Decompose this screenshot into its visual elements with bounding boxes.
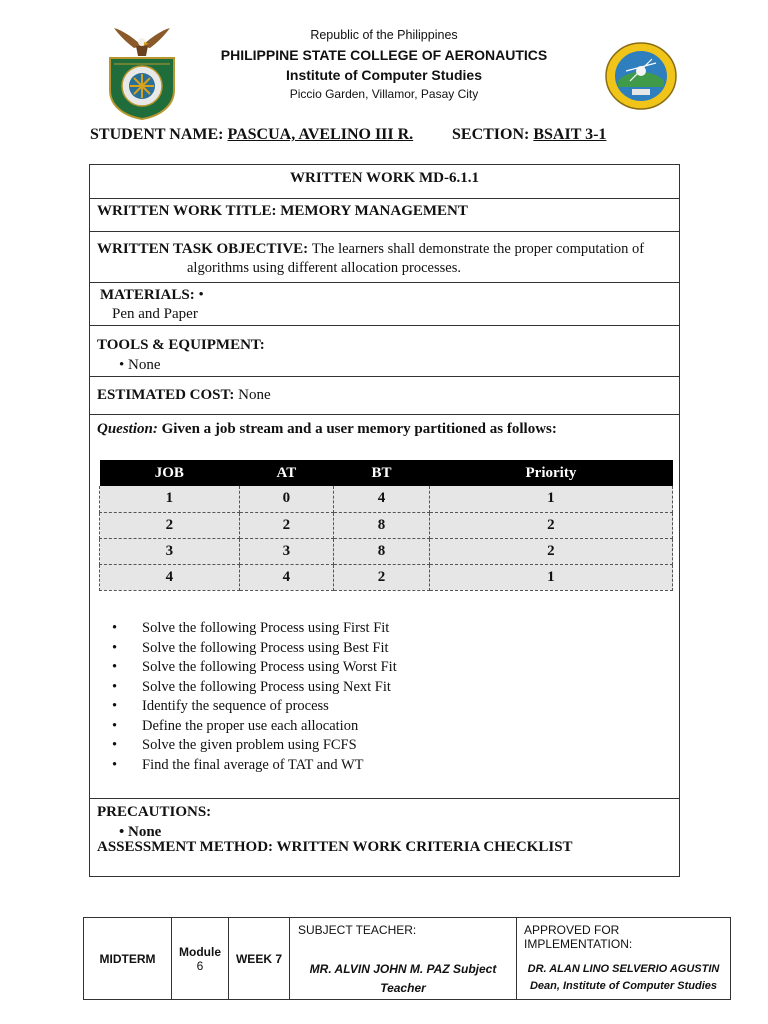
question-text: Given a job stream and a user memory partitioned as follows:	[161, 421, 557, 437]
header-at: AT	[239, 460, 333, 486]
task-list	[112, 619, 397, 775]
tools-row	[90, 326, 679, 377]
module-value: 6	[196, 958, 204, 973]
student-name-value: PASCUA, AVELINO III R.	[227, 126, 414, 143]
materials-label: MATERIALS:	[100, 287, 195, 303]
module-label: Module	[179, 944, 221, 959]
cost-value: None	[238, 387, 271, 403]
list-item: • Solve the following Process using First Fit	[112, 619, 397, 639]
approver-block	[517, 961, 730, 995]
student-line	[90, 126, 690, 144]
cell: 2	[100, 512, 240, 538]
tools-label: TOOLS & EQUIPMENT:	[97, 337, 265, 353]
list-item: • Find the final average of TAT and WT	[112, 756, 397, 776]
cell: 8	[334, 512, 430, 538]
institute-name: Institute of Computer Studies	[286, 67, 482, 83]
cost-label: ESTIMATED COST:	[97, 387, 235, 403]
term-cell: MIDTERM	[84, 918, 172, 1000]
cell: 4	[334, 486, 430, 512]
header-bt: BT	[334, 460, 430, 486]
list-item: • Solve the given problem using FCFS	[112, 736, 397, 756]
footer-table	[83, 917, 731, 1000]
subject-teacher-name: MR. ALVIN JOHN M. PAZ Subject Teacher	[309, 962, 497, 995]
cell: 1	[100, 486, 240, 512]
approver-name: DR. ALAN LINO SELVERIO AGUSTIN	[527, 963, 720, 975]
address-line: Piccio Garden, Villamor, Pasay City	[289, 87, 479, 101]
cell: 0	[239, 486, 333, 512]
objective-line1: The learners shall demonstrate the proper computation of	[311, 241, 645, 257]
cell: 2	[429, 512, 672, 538]
cell: 1	[429, 564, 672, 590]
tools-value: • None	[119, 357, 161, 373]
precautions-row	[90, 799, 679, 841]
written-work-form	[89, 164, 680, 877]
list-item: • Identify the sequence of process	[112, 697, 397, 717]
subject-teacher-label: SUBJECT TEACHER:	[298, 923, 417, 937]
cell: 4	[239, 564, 333, 590]
objective-label: WRITTEN TASK OBJECTIVE:	[97, 241, 309, 257]
materials-bullet: •	[198, 287, 204, 303]
republic-line: Republic of the Philippines	[310, 28, 458, 42]
cell: 2	[334, 564, 430, 590]
subject-teacher-cell	[290, 918, 517, 1000]
work-title-label: WRITTEN WORK TITLE:	[97, 203, 277, 219]
section-value: BSAIT 3-1	[533, 126, 607, 143]
question-label: Question:	[97, 421, 158, 437]
objective-row	[90, 232, 679, 283]
header-priority: Priority	[429, 460, 672, 486]
cell: 2	[429, 538, 672, 564]
cost-row	[90, 377, 679, 415]
list-item: • Solve the following Process using Best Fit	[112, 639, 397, 659]
objective-line2: algorithms using different allocation processes.	[187, 260, 461, 276]
student-name-label: STUDENT NAME:	[90, 126, 224, 143]
cell: 8	[334, 538, 430, 564]
list-item: • Define the proper use each allocation	[112, 717, 397, 737]
job-table	[99, 460, 673, 591]
cell: 3	[100, 538, 240, 564]
work-title-row	[90, 199, 679, 232]
materials-value: Pen and Paper	[112, 306, 198, 322]
approval-cell	[517, 918, 731, 1000]
approved-label: APPROVED FOR IMPLEMENTATION:	[524, 923, 633, 951]
header-job: JOB	[100, 460, 240, 486]
materials-row	[90, 283, 679, 326]
table-row	[100, 486, 673, 512]
list-item: • Solve the following Process using Worst Fit	[112, 658, 397, 678]
table-row	[100, 512, 673, 538]
week-cell: WEEK 7	[229, 918, 290, 1000]
module-cell	[172, 918, 229, 1000]
precautions-value: • None	[119, 824, 162, 840]
cell: 2	[239, 512, 333, 538]
list-item: • Solve the following Process using Next Fit	[112, 678, 397, 698]
cell: 4	[100, 564, 240, 590]
question-row	[90, 415, 679, 799]
college-name: PHILIPPINE STATE COLLEGE OF AERONAUTICS	[220, 47, 548, 63]
job-table-header	[100, 460, 673, 486]
section-group	[452, 126, 606, 144]
work-title-value: MEMORY MANAGEMENT	[280, 203, 468, 219]
table-row	[100, 538, 673, 564]
table-row	[100, 564, 673, 590]
document-header	[0, 26, 768, 103]
work-code-title: WRITTEN WORK MD-6.1.1	[90, 165, 679, 199]
section-label: SECTION:	[452, 126, 530, 143]
approver-title: Dean, Institute of Computer Studies	[529, 980, 717, 992]
precautions-label: PRECAUTIONS:	[97, 804, 212, 820]
cell: 3	[239, 538, 333, 564]
cell: 1	[429, 486, 672, 512]
assessment-method: ASSESSMENT METHOD: WRITTEN WORK CRITERIA CHECKLIST	[97, 839, 573, 855]
